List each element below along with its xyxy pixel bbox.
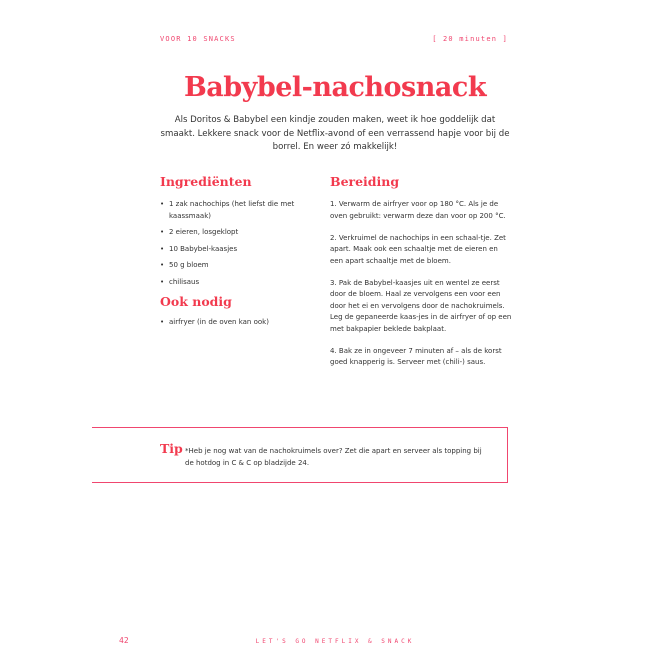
step-2: 2. Verkruimel de nachochips in een schaal-tje. Zet apart. Maak ook een schaaltje met de eieren en een apart schaaltje met de bloem. <box>330 233 506 265</box>
step-1: 1. Verwarm de airfryer voor op 180 °C. Als je de oven gebruikt: verwarm deze dan voor op 200 °C. <box>330 200 506 220</box>
footer-text: LET'S GO NETFLIX & SNACK <box>255 638 415 645</box>
list-item: • chilisaus <box>160 277 320 289</box>
header-time: [ 20 minuten ] <box>432 35 508 43</box>
page-title: Babybel-nachosnack <box>183 72 487 103</box>
header-servings: VOOR 10 SNACKS <box>160 35 236 43</box>
list-item: • 1 zak nachochips (het liefst die met kaassmaak) <box>160 199 320 222</box>
extra-list <box>160 317 320 329</box>
page-number: 42 <box>119 636 129 645</box>
ingredients-heading: Ingrediënten <box>160 174 252 189</box>
tip-text: *Heb je nog wat van de nachokruimels over? Zet die apart en serveer als topping bij de hotdog in C & C op bladzijde 24. <box>185 447 482 467</box>
intro-text: Als Doritos & Babybel een kindje zouden maken, weet ik hoe goddelijk dat smaakt. Lekkere snack voor de Netflix-avond of een verrassend hapje voor bij de borrel. En weer zó makkelijk! <box>160 115 510 152</box>
extra-heading: Ook nodig <box>160 294 232 309</box>
right-column <box>330 174 512 379</box>
list-item: • 50 g bloem <box>160 260 320 272</box>
list-item: • 2 eieren, losgeklopt <box>160 227 320 239</box>
step-4: 4. Bak ze in ongeveer 7 minuten af – als de korst goed knapperig is. Serveer met (chili-) saus. <box>330 346 502 366</box>
tip-label: Tip <box>160 441 183 456</box>
preparation-heading: Bereiding <box>330 174 400 189</box>
left-column <box>160 174 320 334</box>
ingredients-list <box>160 199 320 288</box>
list-item: • airfryer (in de oven kan ook) <box>160 317 320 329</box>
step-3: 3. Pak de Babybel-kaasjes uit en wentel ze eerst door de bloem. Haal ze vervolgens een voor een door het ei en vervolgens door de nachokruimels. Leg de gepaneerde kaas-jes in de airfryer of op een met bakpapier beklede bakplaat. <box>330 278 512 333</box>
list-item: • 10 Babybel-kaasjes <box>160 244 320 256</box>
